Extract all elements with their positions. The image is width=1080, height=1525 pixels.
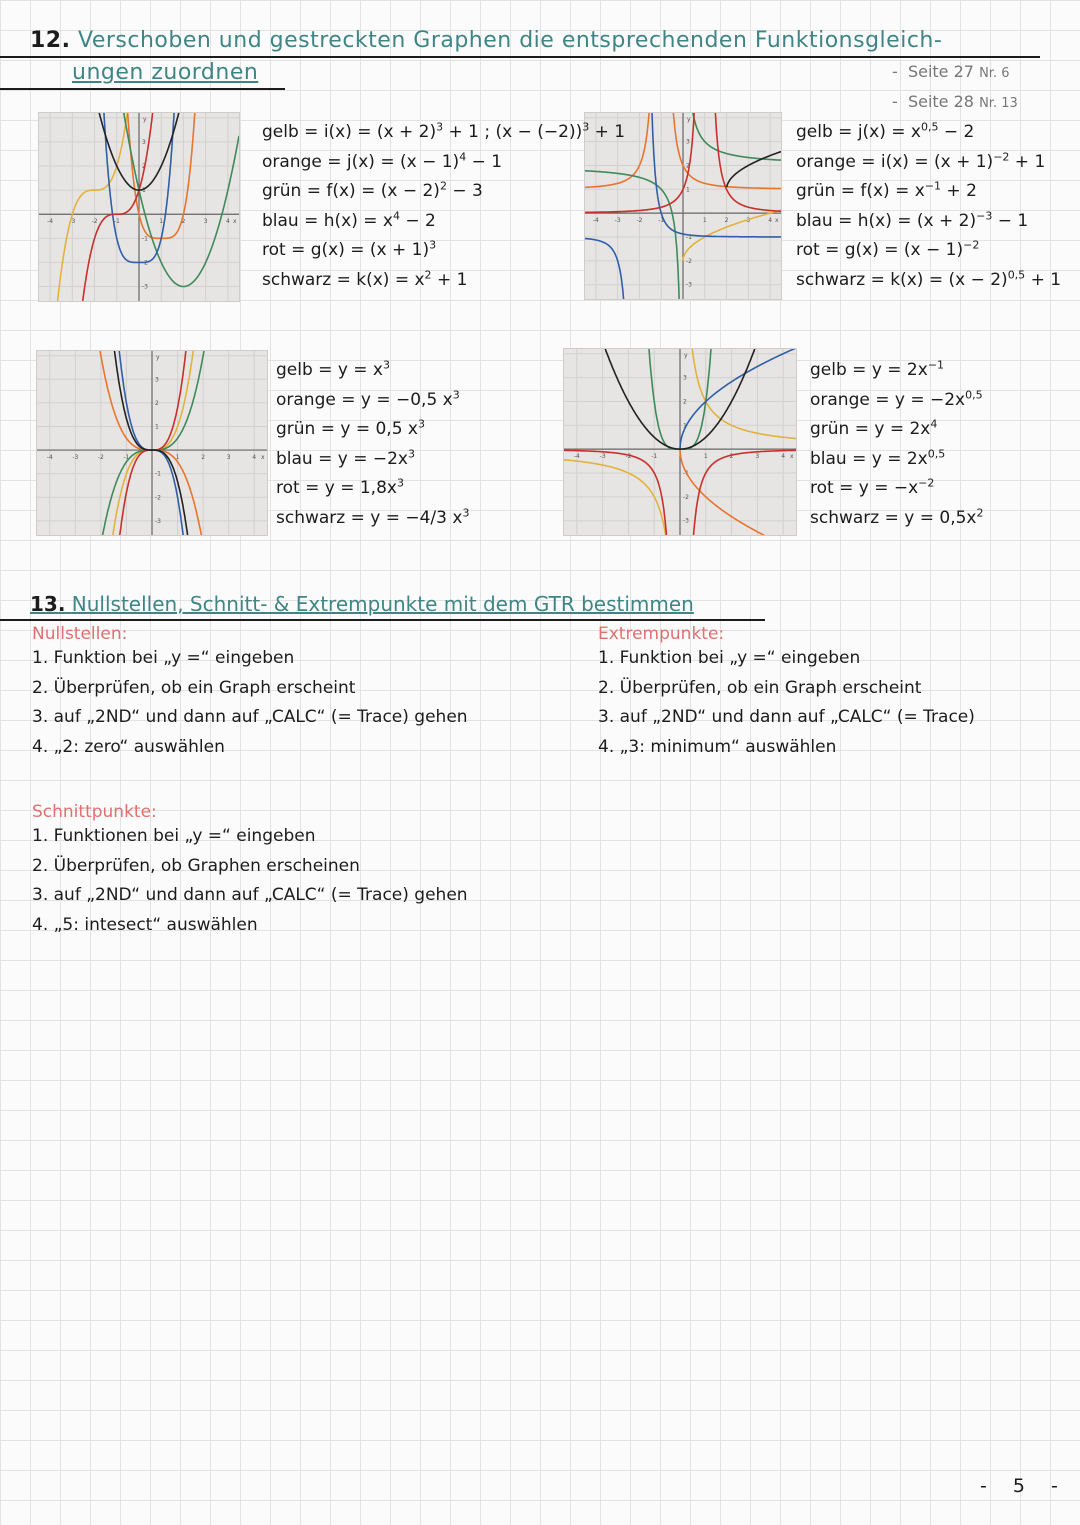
equation-orange: orange = $i(x) = (x + 1)^{-2} + 1$	[796, 149, 1046, 172]
y-tick-label: -2	[686, 257, 692, 265]
x-tick-label: -3	[614, 217, 621, 225]
curve-gelb	[53, 112, 133, 302]
y-tick-label: 3	[155, 376, 159, 384]
x-tick-label: 2	[729, 453, 734, 461]
equations-group-3	[276, 356, 469, 533]
equation-gruen: grün = $f(x) = (x - 2)^2 - 3$	[262, 179, 483, 201]
equation-gelb: gelb = $y = 2x^{-1}$	[810, 358, 945, 380]
x-tick-label: 1	[159, 218, 164, 226]
y-axis-label: y	[156, 354, 160, 361]
curve-gruen	[95, 350, 211, 536]
equation-gruen: grün = y = 0,5 $x^3$	[276, 417, 425, 439]
equations-group-4	[810, 356, 983, 533]
x-tick-label: 3	[203, 218, 208, 226]
y-tick-label: -3	[155, 517, 161, 525]
equations-group-1	[262, 118, 625, 295]
equation-rot: rot = $y = 1,8x^3$	[276, 476, 404, 498]
extrempunkte-step: 2. Überprüfen, ob ein Graph erscheint	[598, 677, 922, 698]
y-tick-label: -3	[683, 517, 689, 525]
y-tick-label: -1	[683, 470, 689, 477]
x-tick-label: 4	[781, 453, 786, 461]
x-tick-label: 4	[252, 454, 257, 462]
task13-number: 13.	[30, 592, 66, 616]
curve-blau	[115, 350, 188, 536]
task12-number: 12.	[30, 28, 71, 53]
extrempunkte-step: 3. auf „2ND“ und dann auf „CALC“ (= Trace)	[598, 707, 975, 727]
extrempunkte-step: 1. Funktion bei „y =“ eingeben	[598, 648, 861, 668]
nullstellen-step: 3. auf „2ND“ und dann auf „CALC“ (= Trace) gehen	[32, 707, 468, 727]
equation-rot: rot = $g(x) = (x - 1)^{-2}$	[796, 238, 980, 260]
equation-blau: blau = $y = 2x^{0,5}$	[810, 446, 946, 469]
nullstellen-heading: Nullstellen:	[32, 624, 128, 644]
curve-gruen	[113, 112, 239, 287]
reference-1: - Seite 27 Nr. 6	[892, 62, 1010, 81]
curve-schwarz	[727, 152, 781, 187]
curve-blau	[680, 348, 796, 449]
equation-rot: rot = $g(x) = (x + 1)^3$	[262, 238, 437, 260]
x-tick-label: -2	[91, 218, 98, 226]
equation-gelb: gelb = $j(x) = x^{0,5} - 2$	[796, 120, 975, 142]
extrempunkte-step: 4. „3: minimum“ auswählen	[598, 736, 837, 757]
curve-gelb	[107, 350, 199, 536]
extrempunkte-section	[598, 624, 975, 762]
y-tick-label: -1	[142, 235, 148, 243]
y-tick-label: -3	[686, 281, 692, 289]
x-tick-label: -1	[123, 454, 130, 462]
y-tick-label: 1	[686, 186, 690, 194]
x-tick-label: 4	[768, 217, 773, 225]
graph-photo-3	[36, 350, 268, 536]
equation-gruen: grün = $f(x) = x^{-1} + 2$	[796, 179, 977, 201]
nullstellen-step: 1. Funktion bei „y =“ eingeben	[32, 648, 295, 668]
y-tick-label: -2	[683, 493, 689, 501]
equation-schwarz: schwarz = $y = 0,5x^2$	[810, 505, 984, 528]
x-tick-label: -1	[113, 218, 120, 226]
x-tick-label: 3	[226, 454, 231, 462]
x-tick-label: 1	[175, 454, 180, 462]
reference-2: - Seite 28 Nr. 13	[892, 92, 1018, 111]
schnittpunkte-section	[32, 802, 468, 940]
schnittpunkte-step: 1. Funktionen bei „y =“ eingeben	[32, 826, 316, 846]
equation-rot: rot = $y = -x^{-2}$	[810, 476, 935, 498]
curve-orange	[93, 350, 209, 536]
x-axis-label: x	[775, 217, 779, 225]
equation-schwarz: schwarz = y = −4/3 $x^3$	[276, 505, 470, 528]
y-axis-label: y	[687, 116, 691, 123]
y-tick-label: 1	[683, 422, 687, 430]
task12-title-line1: Verschoben und gestreckten Graphen die entsprechenden Funktionsgleich-	[77, 28, 943, 53]
title-rule-2	[0, 88, 285, 90]
y-tick-label: 2	[155, 399, 159, 407]
task12-title-line2: ungen zuordnen	[72, 60, 259, 85]
schnittpunkte-step: 2. Überprüfen, ob Graphen erscheinen	[32, 855, 360, 876]
curve-orange	[680, 449, 796, 536]
extrempunkte-heading: Extrempunkte:	[598, 624, 725, 644]
x-tick-label: 1	[703, 453, 708, 461]
schnittpunkte-heading: Schnittpunkte:	[32, 802, 157, 822]
y-tick-label: -2	[142, 259, 148, 267]
x-tick-label: 2	[181, 218, 186, 226]
y-tick-label: -1	[155, 470, 161, 478]
y-tick-label: 3	[683, 374, 687, 382]
task13-rule	[0, 619, 765, 621]
x-axis-label: x	[261, 454, 265, 462]
y-tick-label: 2	[142, 163, 146, 171]
y-axis-label: y	[684, 352, 688, 359]
nullstellen-section	[32, 624, 468, 762]
equation-schwarz: schwarz = $k(x) = (x - 2)^{0,5} + 1$	[796, 267, 1062, 290]
equation-orange: orange = $j(x) = (x - 1)^4 - 1$	[262, 149, 503, 172]
graph-photo-4	[563, 348, 797, 536]
x-tick-label: 4	[225, 218, 230, 226]
x-axis-label: x	[790, 453, 794, 461]
y-tick-label: 3	[142, 138, 146, 146]
task12-title	[30, 28, 942, 53]
x-tick-label: 3	[746, 217, 751, 225]
equation-orange: orange = y = −0,5 $x^3$	[276, 387, 460, 410]
x-tick-label: 3	[755, 453, 760, 461]
equation-blau: blau = $h(x) = (x + 2)^{-3} - 1$	[796, 208, 1029, 231]
x-tick-label: -3	[69, 218, 76, 226]
equations-group-2	[796, 118, 1061, 295]
x-tick-label: -2	[625, 453, 632, 461]
y-axis-label: y	[143, 116, 147, 123]
equation-gelb: gelb = $i(x) = (x + 2)^3 + 1$ ; $(x - (-2))^3 + 1$	[262, 120, 626, 142]
x-tick-label: -4	[47, 218, 54, 226]
x-tick-label: -3	[72, 454, 79, 462]
y-tick-label: 2	[683, 398, 687, 406]
x-tick-label: 1	[702, 217, 707, 225]
x-tick-label: -4	[592, 217, 599, 225]
nullstellen-step: 4. „2: zero“ auswählen	[32, 736, 225, 757]
page-number: - 5 -	[980, 1475, 1068, 1497]
equation-gelb: gelb = $y = x^3$	[276, 358, 390, 380]
x-tick-label: -4	[573, 453, 580, 461]
x-tick-label: -3	[599, 453, 606, 461]
equation-blau: blau = $h(x) = x^4 - 2$	[262, 208, 436, 231]
y-tick-label: 1	[155, 423, 159, 431]
schnittpunkte-step: 4. „5: intesect“ auswählen	[32, 914, 258, 935]
schnittpunkte-step: 3. auf „2ND“ und dann auf „CALC“ (= Trace) gehen	[32, 885, 468, 905]
equation-blau: blau = $y = -2x^3$	[276, 446, 415, 469]
x-tick-label: -1	[651, 453, 658, 461]
x-tick-label: -2	[636, 217, 643, 225]
x-tick-label: 2	[201, 454, 206, 462]
task13-title-text: Nullstellen, Schnitt- & Extrempunkte mit dem GTR bestimmen	[71, 592, 694, 616]
x-axis-label: x	[233, 218, 237, 226]
title-rule	[0, 56, 1040, 58]
equation-gruen: grün = $y = 2x^4$	[810, 417, 938, 439]
y-tick-label: 2	[686, 162, 690, 170]
y-tick-label: 3	[686, 138, 690, 146]
y-tick-label: -2	[155, 494, 161, 502]
x-tick-label: 2	[724, 217, 729, 225]
x-tick-label: -2	[97, 454, 104, 462]
x-tick-label: -1	[658, 217, 665, 225]
graph-photo-1	[38, 112, 240, 302]
y-tick-label: -3	[142, 283, 148, 291]
equation-orange: orange = $y = -2x^{0,5}$	[810, 387, 983, 410]
equation-schwarz: schwarz = $k(x) = x^2 + 1$	[262, 267, 468, 290]
y-tick-label: 1	[142, 187, 146, 195]
x-tick-label: -4	[46, 454, 53, 462]
y-tick-label: -1	[686, 234, 692, 241]
task13-title	[30, 592, 694, 616]
nullstellen-step: 2. Überprüfen, ob ein Graph erscheint	[32, 677, 356, 698]
